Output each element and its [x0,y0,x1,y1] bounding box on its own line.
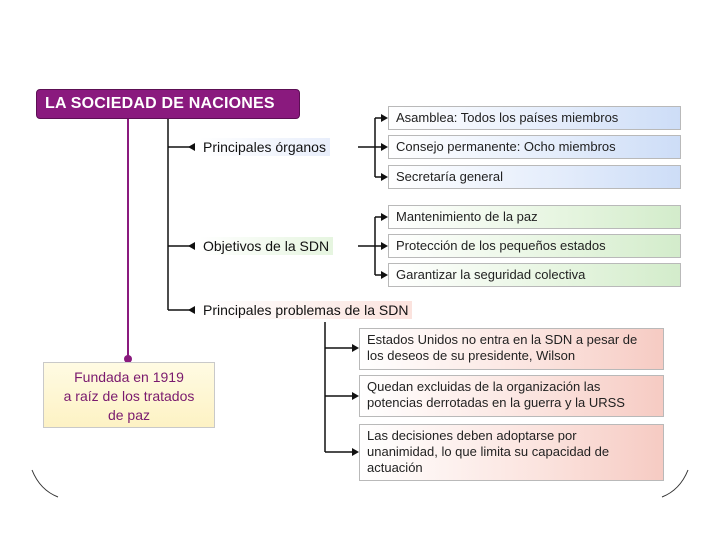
category-objetivos-label: Objetivos de la SDN [199,237,333,255]
founded-line-3: de paz [107,407,151,423]
objetivos-item-1: Mantenimiento de la paz [388,205,681,229]
problemas-item-3-line-2: unanimidad, lo que limita su capacidad de [367,444,610,459]
founded-line-1: Fundada en 1919 [74,369,184,385]
category-problemas [199,301,412,319]
problemas-item-3 [359,424,664,481]
problemas-item-1-line-1: Estados Unidos no entra en la SDN a pesar de [367,332,638,347]
problemas-item-2-line-1: Quedan excluidas de la organización las [367,379,601,394]
organos-item-2: Consejo permanente: Ocho miembros [388,135,681,159]
category-objetivos [199,237,333,255]
problemas-item-2 [359,375,664,417]
organos-item-1: Asamblea: Todos los países miembros [388,106,681,130]
problemas-item-3-line-3: actuación [367,460,423,475]
founded-line-2: a raíz de los tratados [63,388,195,404]
objetivos-item-3: Garantizar la seguridad colectiva [388,263,681,287]
objetivos-item-2: Protección de los pequeños estados [388,234,681,258]
organos-item-3: Secretaría general [388,165,681,189]
category-organos [199,138,330,156]
diagram-title: LA SOCIEDAD DE NACIONES [36,89,300,119]
founded-note [43,362,215,428]
category-organos-label: Principales órganos [199,138,330,156]
problemas-item-2-line-2: potencias derrotadas en la guerra y la URSS [367,395,625,410]
problemas-item-1-line-2: los deseos de su presidente, Wilson [367,348,576,363]
problemas-item-1 [359,328,664,370]
problemas-item-3-line-1: Las decisiones deben adoptarse por [367,428,577,443]
category-problemas-label: Principales problemas de la SDN [199,301,412,319]
